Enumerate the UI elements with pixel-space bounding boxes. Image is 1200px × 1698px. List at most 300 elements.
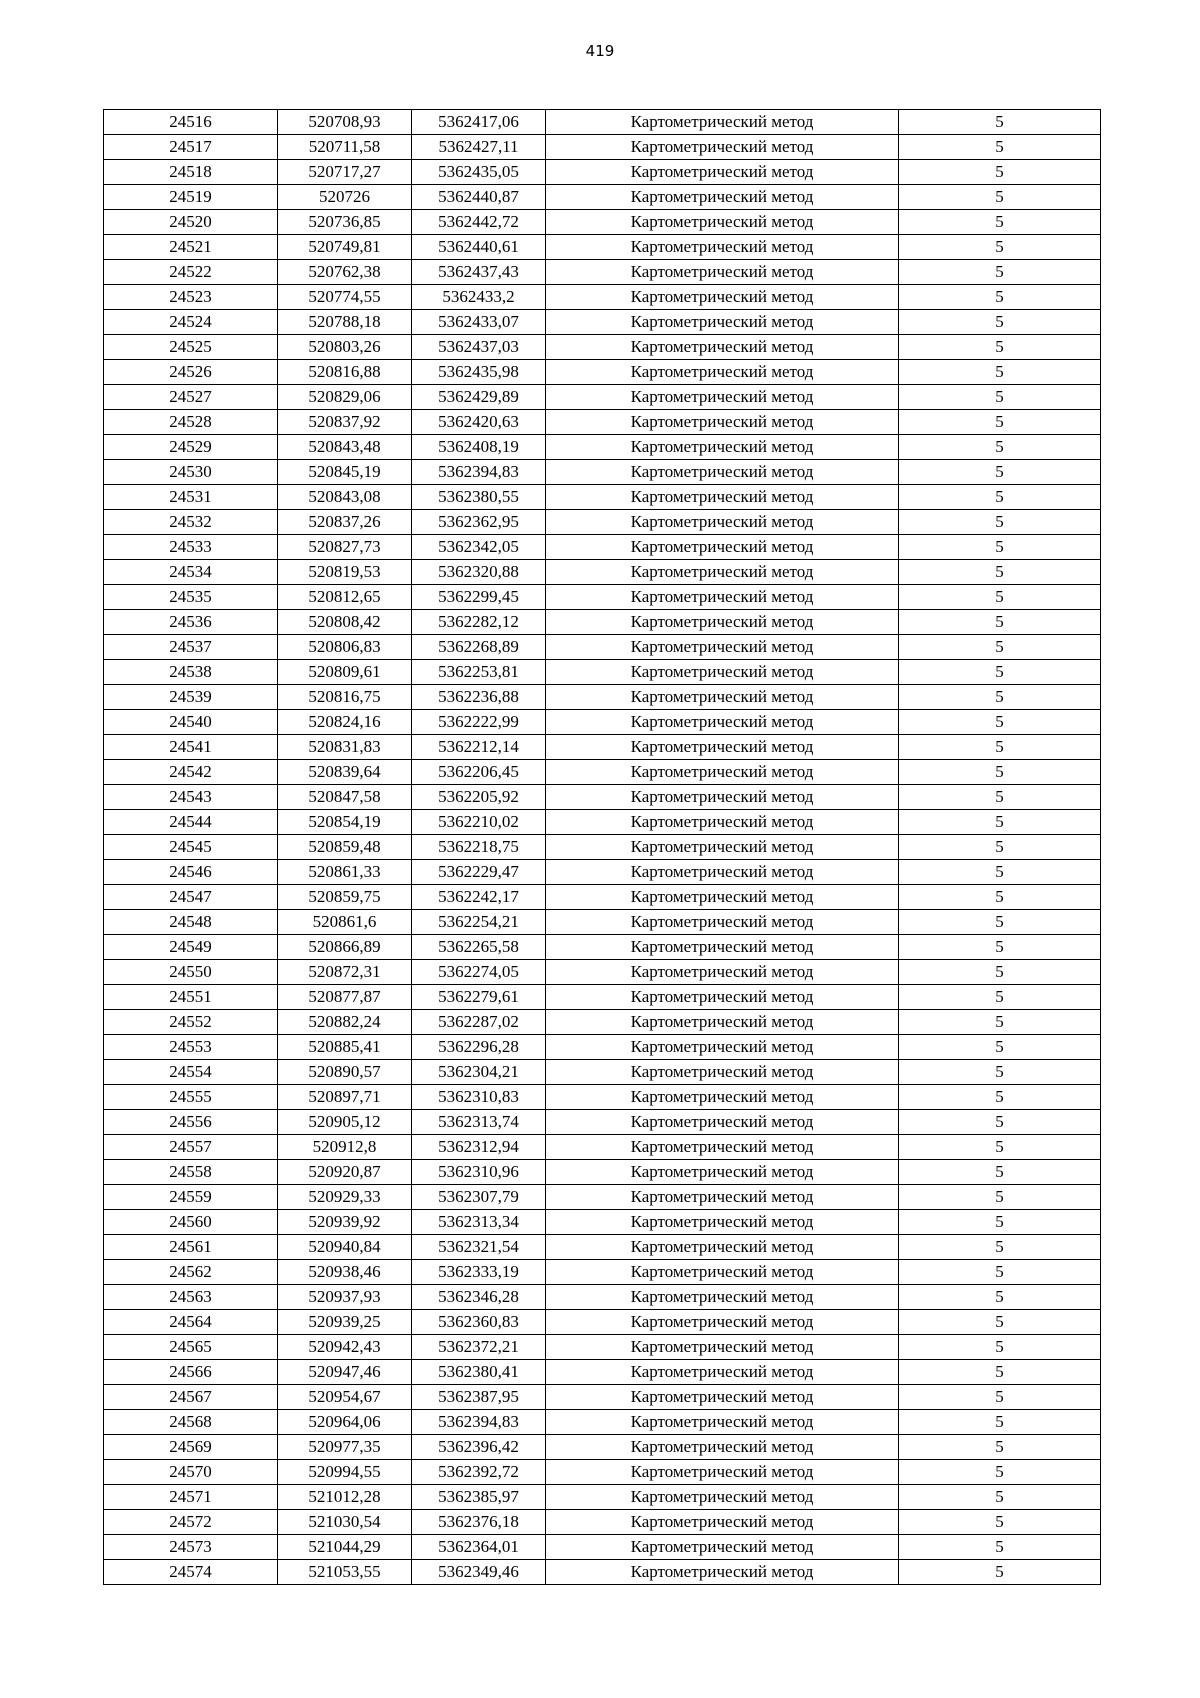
point-number-cell: 24530 [104,460,278,485]
y-coordinate-cell: 5362394,83 [412,1410,546,1435]
y-coordinate-cell: 5362420,63 [412,410,546,435]
table-row [104,585,1101,610]
y-coordinate-cell: 5362254,21 [412,910,546,935]
y-coordinate-cell: 5362218,75 [412,835,546,860]
method-cell: Картометрический метод [546,635,899,660]
x-coordinate-cell: 520711,58 [278,135,412,160]
point-number-cell: 24556 [104,1110,278,1135]
x-coordinate-cell: 520890,57 [278,1060,412,1085]
table-row [104,1510,1101,1535]
y-coordinate-cell: 5362304,21 [412,1060,546,1085]
y-coordinate-cell: 5362372,21 [412,1335,546,1360]
table-row [104,1010,1101,1035]
y-coordinate-cell: 5362392,72 [412,1460,546,1485]
point-number-cell: 24567 [104,1385,278,1410]
accuracy-cell: 5 [899,760,1101,785]
accuracy-cell: 5 [899,435,1101,460]
accuracy-cell: 5 [899,360,1101,385]
accuracy-cell: 5 [899,1510,1101,1535]
table-row [104,410,1101,435]
x-coordinate-cell: 520861,33 [278,860,412,885]
x-coordinate-cell: 520859,75 [278,885,412,910]
x-coordinate-cell: 520788,18 [278,310,412,335]
y-coordinate-cell: 5362205,92 [412,785,546,810]
method-cell: Картометрический метод [546,1160,899,1185]
point-number-cell: 24571 [104,1485,278,1510]
method-cell: Картометрический метод [546,1410,899,1435]
point-number-cell: 24564 [104,1310,278,1335]
point-number-cell: 24522 [104,260,278,285]
y-coordinate-cell: 5362380,41 [412,1360,546,1385]
accuracy-cell: 5 [899,585,1101,610]
point-number-cell: 24526 [104,360,278,385]
table-row [104,1485,1101,1510]
accuracy-cell: 5 [899,985,1101,1010]
method-cell: Картометрический метод [546,1460,899,1485]
method-cell: Картометрический метод [546,1035,899,1060]
point-number-cell: 24543 [104,785,278,810]
accuracy-cell: 5 [899,1535,1101,1560]
accuracy-cell: 5 [899,1110,1101,1135]
table-row [104,835,1101,860]
accuracy-cell: 5 [899,1135,1101,1160]
accuracy-cell: 5 [899,660,1101,685]
accuracy-cell: 5 [899,485,1101,510]
x-coordinate-cell: 520749,81 [278,235,412,260]
table-row [104,1060,1101,1085]
x-coordinate-cell: 520882,24 [278,1010,412,1035]
table-row [104,935,1101,960]
point-number-cell: 24552 [104,1010,278,1035]
x-coordinate-cell: 520940,84 [278,1235,412,1260]
table-row [104,1085,1101,1110]
y-coordinate-cell: 5362380,55 [412,485,546,510]
table-row [104,1235,1101,1260]
method-cell: Картометрический метод [546,385,899,410]
method-cell: Картометрический метод [546,160,899,185]
x-coordinate-cell: 520808,42 [278,610,412,635]
method-cell: Картометрический метод [546,410,899,435]
accuracy-cell: 5 [899,260,1101,285]
accuracy-cell: 5 [899,810,1101,835]
method-cell: Картометрический метод [546,1185,899,1210]
table-row [104,210,1101,235]
point-number-cell: 24547 [104,885,278,910]
accuracy-cell: 5 [899,685,1101,710]
table-row [104,1335,1101,1360]
method-cell: Картометрический метод [546,285,899,310]
x-coordinate-cell: 520806,83 [278,635,412,660]
y-coordinate-cell: 5362387,95 [412,1385,546,1410]
table-row [104,810,1101,835]
table-row [104,335,1101,360]
x-coordinate-cell: 520837,26 [278,510,412,535]
y-coordinate-cell: 5362429,89 [412,385,546,410]
method-cell: Картометрический метод [546,310,899,335]
point-number-cell: 24557 [104,1135,278,1160]
table-row [104,1285,1101,1310]
point-number-cell: 24524 [104,310,278,335]
table-row [104,385,1101,410]
x-coordinate-cell: 520942,43 [278,1335,412,1360]
method-cell: Картометрический метод [546,1310,899,1335]
table-row [104,660,1101,685]
point-number-cell: 24528 [104,410,278,435]
y-coordinate-cell: 5362427,11 [412,135,546,160]
table-row [104,1535,1101,1560]
x-coordinate-cell: 520809,61 [278,660,412,685]
x-coordinate-cell: 520831,83 [278,735,412,760]
y-coordinate-cell: 5362433,07 [412,310,546,335]
accuracy-cell: 5 [899,410,1101,435]
accuracy-cell: 5 [899,1210,1101,1235]
point-number-cell: 24570 [104,1460,278,1485]
method-cell: Картометрический метод [546,1510,899,1535]
accuracy-cell: 5 [899,535,1101,560]
table-row [104,735,1101,760]
method-cell: Картометрический метод [546,860,899,885]
x-coordinate-cell: 520954,67 [278,1385,412,1410]
method-cell: Картометрический метод [546,660,899,685]
accuracy-cell: 5 [899,560,1101,585]
table-row [104,435,1101,460]
point-number-cell: 24534 [104,560,278,585]
accuracy-cell: 5 [899,160,1101,185]
y-coordinate-cell: 5362360,83 [412,1310,546,1335]
x-coordinate-cell: 520929,33 [278,1185,412,1210]
accuracy-cell: 5 [899,935,1101,960]
accuracy-cell: 5 [899,460,1101,485]
accuracy-cell: 5 [899,110,1101,135]
point-number-cell: 24550 [104,960,278,985]
accuracy-cell: 5 [899,1560,1101,1585]
y-coordinate-cell: 5362229,47 [412,860,546,885]
x-coordinate-cell: 520994,55 [278,1460,412,1485]
x-coordinate-cell: 520938,46 [278,1260,412,1285]
point-number-cell: 24539 [104,685,278,710]
point-number-cell: 24565 [104,1335,278,1360]
x-coordinate-cell: 520920,87 [278,1160,412,1185]
y-coordinate-cell: 5362346,28 [412,1285,546,1310]
x-coordinate-cell: 520845,19 [278,460,412,485]
x-coordinate-cell: 520843,48 [278,435,412,460]
point-number-cell: 24555 [104,1085,278,1110]
point-number-cell: 24521 [104,235,278,260]
x-coordinate-cell: 520812,65 [278,585,412,610]
method-cell: Картометрический метод [546,335,899,360]
y-coordinate-cell: 5362435,05 [412,160,546,185]
table-row [104,310,1101,335]
x-coordinate-cell: 520854,19 [278,810,412,835]
y-coordinate-cell: 5362349,46 [412,1560,546,1585]
accuracy-cell: 5 [899,185,1101,210]
table-row [104,360,1101,385]
point-number-cell: 24523 [104,285,278,310]
method-cell: Картометрический метод [546,610,899,635]
method-cell: Картометрический метод [546,985,899,1010]
method-cell: Картометрический метод [546,1085,899,1110]
point-number-cell: 24535 [104,585,278,610]
table-body [104,110,1101,1585]
accuracy-cell: 5 [899,885,1101,910]
x-coordinate-cell: 520964,06 [278,1410,412,1435]
y-coordinate-cell: 5362313,74 [412,1110,546,1135]
y-coordinate-cell: 5362417,06 [412,110,546,135]
point-number-cell: 24553 [104,1035,278,1060]
accuracy-cell: 5 [899,1010,1101,1035]
point-number-cell: 24540 [104,710,278,735]
method-cell: Картометрический метод [546,1535,899,1560]
accuracy-cell: 5 [899,510,1101,535]
accuracy-cell: 5 [899,1410,1101,1435]
accuracy-cell: 5 [899,835,1101,860]
coordinates-table [103,109,1101,1585]
table-row [104,1560,1101,1585]
y-coordinate-cell: 5362299,45 [412,585,546,610]
y-coordinate-cell: 5362342,05 [412,535,546,560]
point-number-cell: 24563 [104,1285,278,1310]
y-coordinate-cell: 5362310,96 [412,1160,546,1185]
x-coordinate-cell: 520847,58 [278,785,412,810]
table-row [104,285,1101,310]
y-coordinate-cell: 5362296,28 [412,1035,546,1060]
x-coordinate-cell: 520843,08 [278,485,412,510]
accuracy-cell: 5 [899,285,1101,310]
x-coordinate-cell: 520803,26 [278,335,412,360]
x-coordinate-cell: 520829,06 [278,385,412,410]
x-coordinate-cell: 520839,64 [278,760,412,785]
x-coordinate-cell: 521030,54 [278,1510,412,1535]
y-coordinate-cell: 5362433,2 [412,285,546,310]
point-number-cell: 24537 [104,635,278,660]
point-number-cell: 24572 [104,1510,278,1535]
method-cell: Картометрический метод [546,360,899,385]
accuracy-cell: 5 [899,1360,1101,1385]
y-coordinate-cell: 5362364,01 [412,1535,546,1560]
table-row [104,635,1101,660]
x-coordinate-cell: 520774,55 [278,285,412,310]
point-number-cell: 24516 [104,110,278,135]
x-coordinate-cell: 520708,93 [278,110,412,135]
x-coordinate-cell: 520912,8 [278,1135,412,1160]
table-row [104,1460,1101,1485]
y-coordinate-cell: 5362312,94 [412,1135,546,1160]
x-coordinate-cell: 520717,27 [278,160,412,185]
accuracy-cell: 5 [899,635,1101,660]
accuracy-cell: 5 [899,1385,1101,1410]
accuracy-cell: 5 [899,1260,1101,1285]
y-coordinate-cell: 5362310,83 [412,1085,546,1110]
table-row [104,110,1101,135]
y-coordinate-cell: 5362287,02 [412,1010,546,1035]
y-coordinate-cell: 5362210,02 [412,810,546,835]
method-cell: Картометрический метод [546,960,899,985]
method-cell: Картометрический метод [546,1210,899,1235]
point-number-cell: 24573 [104,1535,278,1560]
point-number-cell: 24531 [104,485,278,510]
point-number-cell: 24529 [104,435,278,460]
y-coordinate-cell: 5362274,05 [412,960,546,985]
method-cell: Картометрический метод [546,110,899,135]
x-coordinate-cell: 520816,88 [278,360,412,385]
point-number-cell: 24574 [104,1560,278,1585]
table-row [104,1135,1101,1160]
page-number: 419 [585,42,615,60]
y-coordinate-cell: 5362206,45 [412,760,546,785]
accuracy-cell: 5 [899,1035,1101,1060]
method-cell: Картометрический метод [546,585,899,610]
accuracy-cell: 5 [899,1235,1101,1260]
y-coordinate-cell: 5362376,18 [412,1510,546,1535]
point-number-cell: 24542 [104,760,278,785]
table-row [104,685,1101,710]
x-coordinate-cell: 520816,75 [278,685,412,710]
y-coordinate-cell: 5362222,99 [412,710,546,735]
point-number-cell: 24536 [104,610,278,635]
method-cell: Картометрический метод [546,885,899,910]
x-coordinate-cell: 520939,25 [278,1310,412,1335]
x-coordinate-cell: 520762,38 [278,260,412,285]
y-coordinate-cell: 5362242,17 [412,885,546,910]
method-cell: Картометрический метод [546,1060,899,1085]
x-coordinate-cell: 520726 [278,185,412,210]
x-coordinate-cell: 521012,28 [278,1485,412,1510]
table-row [104,260,1101,285]
y-coordinate-cell: 5362282,12 [412,610,546,635]
point-number-cell: 24566 [104,1360,278,1385]
point-number-cell: 24548 [104,910,278,935]
y-coordinate-cell: 5362437,43 [412,260,546,285]
method-cell: Картометрический метод [546,1235,899,1260]
method-cell: Картометрический метод [546,185,899,210]
accuracy-cell: 5 [899,785,1101,810]
y-coordinate-cell: 5362394,83 [412,460,546,485]
table-row [104,1110,1101,1135]
table-row [104,885,1101,910]
x-coordinate-cell: 520827,73 [278,535,412,560]
method-cell: Картометрический метод [546,760,899,785]
point-number-cell: 24532 [104,510,278,535]
y-coordinate-cell: 5362408,19 [412,435,546,460]
point-number-cell: 24561 [104,1235,278,1260]
point-number-cell: 24545 [104,835,278,860]
table-row [104,560,1101,585]
method-cell: Картометрический метод [546,135,899,160]
x-coordinate-cell: 520819,53 [278,560,412,585]
method-cell: Картометрический метод [546,935,899,960]
accuracy-cell: 5 [899,1285,1101,1310]
accuracy-cell: 5 [899,135,1101,160]
table-row [104,1185,1101,1210]
accuracy-cell: 5 [899,210,1101,235]
method-cell: Картометрический метод [546,785,899,810]
y-coordinate-cell: 5362268,89 [412,635,546,660]
method-cell: Картометрический метод [546,910,899,935]
y-coordinate-cell: 5362440,61 [412,235,546,260]
accuracy-cell: 5 [899,960,1101,985]
method-cell: Картометрический метод [546,460,899,485]
method-cell: Картометрический метод [546,1010,899,1035]
accuracy-cell: 5 [899,1085,1101,1110]
point-number-cell: 24559 [104,1185,278,1210]
table-row [104,860,1101,885]
y-coordinate-cell: 5362442,72 [412,210,546,235]
accuracy-cell: 5 [899,735,1101,760]
method-cell: Картометрический метод [546,560,899,585]
accuracy-cell: 5 [899,1185,1101,1210]
accuracy-cell: 5 [899,610,1101,635]
point-number-cell: 24533 [104,535,278,560]
point-number-cell: 24560 [104,1210,278,1235]
method-cell: Картометрический метод [546,810,899,835]
method-cell: Картометрический метод [546,710,899,735]
x-coordinate-cell: 520977,35 [278,1435,412,1460]
method-cell: Картометрический метод [546,485,899,510]
table-row [104,760,1101,785]
method-cell: Картометрический метод [546,510,899,535]
table-row [104,1310,1101,1335]
table-row [104,460,1101,485]
method-cell: Картометрический метод [546,1335,899,1360]
point-number-cell: 24520 [104,210,278,235]
table-row [104,610,1101,635]
x-coordinate-cell: 520905,12 [278,1110,412,1135]
point-number-cell: 24568 [104,1410,278,1435]
point-number-cell: 24562 [104,1260,278,1285]
y-coordinate-cell: 5362265,58 [412,935,546,960]
accuracy-cell: 5 [899,910,1101,935]
point-number-cell: 24558 [104,1160,278,1185]
accuracy-cell: 5 [899,1335,1101,1360]
accuracy-cell: 5 [899,860,1101,885]
method-cell: Картометрический метод [546,735,899,760]
method-cell: Картометрический метод [546,835,899,860]
table-row [104,1435,1101,1460]
x-coordinate-cell: 520736,85 [278,210,412,235]
table-row [104,985,1101,1010]
method-cell: Картометрический метод [546,1485,899,1510]
accuracy-cell: 5 [899,710,1101,735]
point-number-cell: 24569 [104,1435,278,1460]
y-coordinate-cell: 5362333,19 [412,1260,546,1285]
y-coordinate-cell: 5362385,97 [412,1485,546,1510]
accuracy-cell: 5 [899,1485,1101,1510]
x-coordinate-cell: 520837,92 [278,410,412,435]
x-coordinate-cell: 520947,46 [278,1360,412,1385]
y-coordinate-cell: 5362236,88 [412,685,546,710]
method-cell: Картометрический метод [546,1360,899,1385]
method-cell: Картометрический метод [546,1135,899,1160]
x-coordinate-cell: 520872,31 [278,960,412,985]
y-coordinate-cell: 5362437,03 [412,335,546,360]
accuracy-cell: 5 [899,1060,1101,1085]
x-coordinate-cell: 520859,48 [278,835,412,860]
point-number-cell: 24527 [104,385,278,410]
y-coordinate-cell: 5362362,95 [412,510,546,535]
point-number-cell: 24518 [104,160,278,185]
x-coordinate-cell: 520939,92 [278,1210,412,1235]
y-coordinate-cell: 5362320,88 [412,560,546,585]
table-row [104,235,1101,260]
method-cell: Картометрический метод [546,435,899,460]
table-row [104,785,1101,810]
table-row [104,510,1101,535]
method-cell: Картометрический метод [546,260,899,285]
x-coordinate-cell: 520824,16 [278,710,412,735]
y-coordinate-cell: 5362321,54 [412,1235,546,1260]
table-row [104,710,1101,735]
accuracy-cell: 5 [899,1160,1101,1185]
